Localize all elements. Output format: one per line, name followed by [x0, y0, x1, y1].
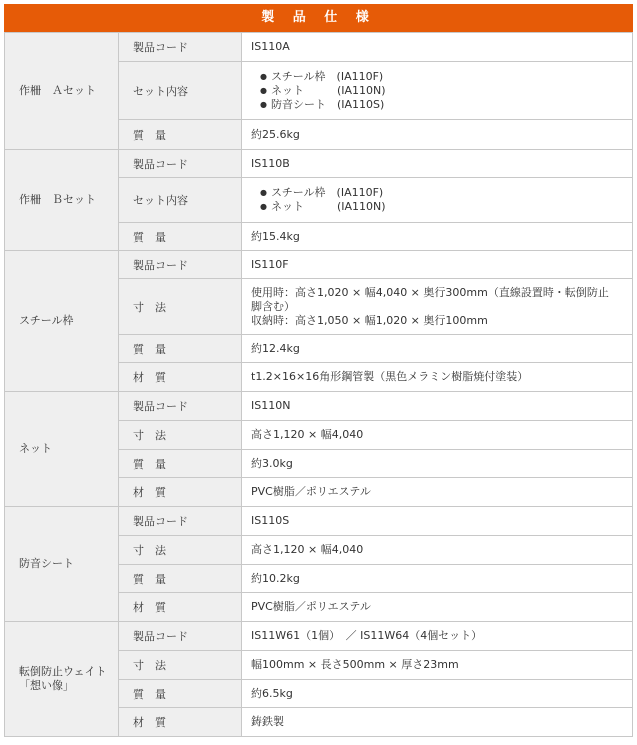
- spec-label: 製品コード: [119, 251, 242, 279]
- spec-label: 材 質: [119, 708, 242, 737]
- spec-value: [242, 279, 633, 335]
- product-name-cell: [5, 251, 119, 392]
- list-item: ● スチール枠 (IA110F): [260, 70, 632, 84]
- list-item: ● ネット (IA110N): [260, 84, 632, 98]
- spec-value: PVC樹脂／ポリエステル: [242, 593, 633, 622]
- spec-label: セット内容: [119, 62, 242, 120]
- spec-value: IS110S: [242, 507, 633, 536]
- set-contents-list: [251, 70, 632, 112]
- spec-value: t1.2×16×16角形鋼管製（黒色メラミン樹脂焼付塗装）: [242, 363, 633, 392]
- product-name-cell: [5, 150, 119, 251]
- list-item: ● 防音シート (IA110S): [260, 98, 632, 112]
- spec-label: 製品コード: [119, 622, 242, 651]
- spec-value: 約12.4kg: [242, 335, 633, 363]
- dimension-line: 脚含む）: [251, 299, 295, 313]
- product-name: 転倒防止ウェイト: [19, 665, 107, 678]
- spec-label: 質 量: [119, 565, 242, 593]
- spec-label: 寸 法: [119, 651, 242, 680]
- spec-label: 質 量: [119, 120, 242, 150]
- product-name-cell: [5, 33, 119, 150]
- spec-value: IS110F: [242, 251, 633, 279]
- spec-value: IS110B: [242, 150, 633, 178]
- spec-label: 製品コード: [119, 150, 242, 178]
- product-name: スチール枠: [19, 314, 74, 327]
- spec-label: 寸 法: [119, 536, 242, 565]
- spec-label: 寸 法: [119, 279, 242, 335]
- spec-value: 約3.0kg: [242, 450, 633, 478]
- spec-label: 寸 法: [119, 421, 242, 450]
- spec-label: 製品コード: [119, 507, 242, 536]
- table-row: [5, 507, 633, 536]
- product-name-cell: [5, 622, 119, 737]
- product-name: 防音シート: [19, 557, 74, 570]
- spec-value: 鋳鉄製: [242, 708, 633, 737]
- product-name-cell: [5, 392, 119, 507]
- spec-value: 幅100mm × 長さ500mm × 厚さ23mm: [242, 651, 633, 680]
- spec-label: 材 質: [119, 478, 242, 507]
- spec-label: 材 質: [119, 593, 242, 622]
- spec-value: IS110N: [242, 392, 633, 421]
- table-row: [5, 622, 633, 651]
- table-row: [5, 33, 633, 62]
- spec-value: 高さ1,120 × 幅4,040: [242, 536, 633, 565]
- product-name: 作柵 Ｂセット: [19, 193, 96, 206]
- spec-value: 約6.5kg: [242, 680, 633, 708]
- spec-value: [242, 178, 633, 223]
- spec-sheet: [4, 4, 633, 737]
- spec-table: [4, 32, 633, 737]
- spec-value: 高さ1,120 × 幅4,040: [242, 421, 633, 450]
- spec-label: 製品コード: [119, 392, 242, 421]
- spec-value: PVC樹脂／ポリエステル: [242, 478, 633, 507]
- spec-label: 質 量: [119, 450, 242, 478]
- spec-value: 約15.4kg: [242, 223, 633, 251]
- spec-value: IS11W61（1個） ／ IS11W64（4個セット）: [242, 622, 633, 651]
- spec-label: セット内容: [119, 178, 242, 223]
- table-row: [5, 150, 633, 178]
- set-contents-list: [251, 186, 632, 214]
- table-row: [5, 251, 633, 279]
- product-name-cell: [5, 507, 119, 622]
- dimension-line: 収納時：高さ1,050 × 幅1,020 × 奥行100mm: [251, 313, 488, 327]
- product-name-sub: 「想い像」: [19, 679, 74, 692]
- list-item: ● ネット (IA110N): [260, 200, 632, 214]
- spec-label: 質 量: [119, 335, 242, 363]
- spec-label: 質 量: [119, 223, 242, 251]
- dimension-line: 使用時：高さ1,020 × 幅4,040 × 奥行300mm（直線設置時・転倒防止: [251, 285, 609, 299]
- spec-value: 約25.6kg: [242, 120, 633, 150]
- spec-value: IS110A: [242, 33, 633, 62]
- spec-label: 製品コード: [119, 33, 242, 62]
- page-title: 製 品 仕 様: [4, 4, 633, 32]
- spec-label: 質 量: [119, 680, 242, 708]
- product-name: 作柵 Ａセット: [19, 84, 96, 97]
- table-row: [5, 392, 633, 421]
- spec-label: 材 質: [119, 363, 242, 392]
- list-item: ● スチール枠 (IA110F): [260, 186, 632, 200]
- product-name: ネット: [19, 442, 52, 455]
- spec-value: [242, 62, 633, 120]
- spec-value: 約10.2kg: [242, 565, 633, 593]
